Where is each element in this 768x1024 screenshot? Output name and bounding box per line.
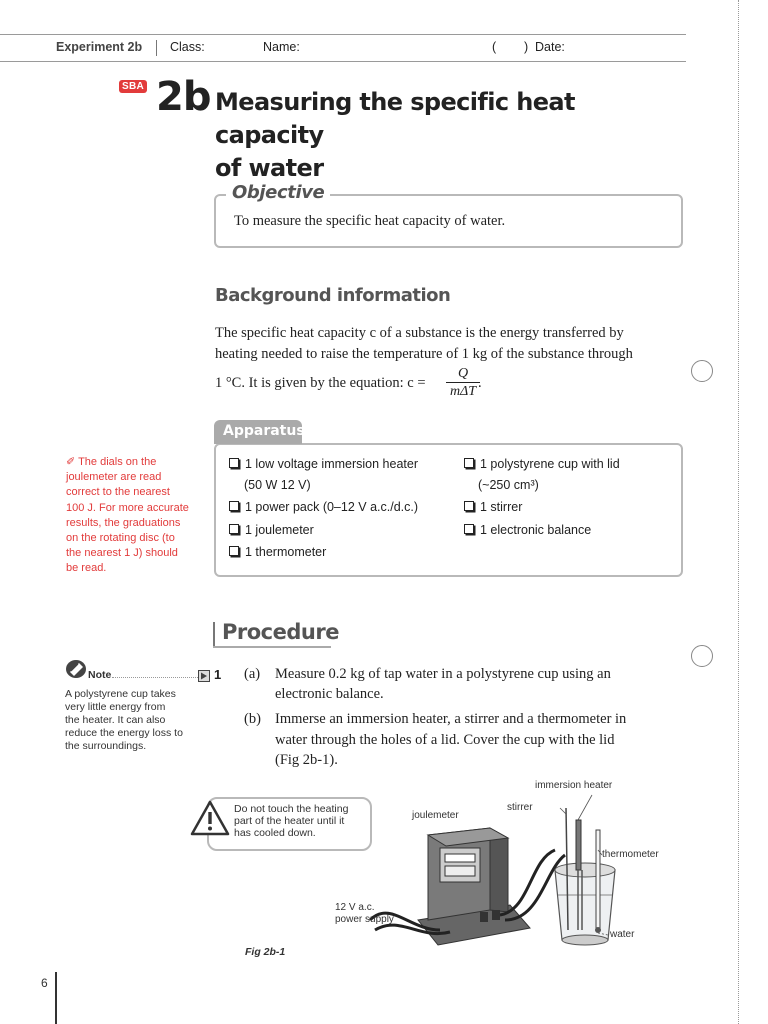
title-line-2: of water — [215, 154, 324, 182]
date-label: Date: — [535, 40, 565, 54]
cut-line — [738, 0, 739, 1024]
apparatus-item — [229, 457, 418, 471]
background-line-3: 1 °C. It is given by the equation: c = — [215, 375, 426, 391]
procedure-heading: Procedure — [222, 620, 339, 644]
procedure-underline — [213, 646, 331, 648]
step-a-line-2: electronic balance. — [275, 686, 384, 702]
margin-circle — [691, 360, 713, 382]
label-power-supply-2: power supply — [335, 914, 394, 925]
note-line: A polystyrene cup takes — [65, 688, 176, 700]
fraction-numerator: Q — [446, 366, 480, 383]
background-heading: Background information — [215, 285, 451, 306]
warning-line: has cooled down. — [234, 827, 316, 839]
apparatus-item-detail: (~250 cm³) — [478, 478, 539, 492]
note-icon — [65, 658, 89, 680]
apparatus-item — [464, 523, 591, 537]
title-line-1: Measuring the specific heat capacity — [215, 88, 575, 149]
figure-caption: Fig 2b-1 — [245, 946, 286, 958]
apparatus-item-label: 1 low voltage immersion heater — [245, 457, 418, 471]
apparatus-item — [229, 500, 418, 514]
page-number-rule — [55, 972, 57, 1024]
equation-period: . — [478, 375, 482, 391]
checkbox-icon — [229, 501, 239, 511]
page-number: 6 — [41, 976, 48, 990]
side-note-line: results, the graduations — [66, 516, 181, 529]
polystyrene-note — [65, 688, 183, 753]
experiment-label: Experiment 2b — [56, 40, 143, 54]
name-label: Name: — [263, 40, 300, 54]
step-b-line-2: water through the holes of a lid. Cover the cup with the lid — [275, 732, 615, 748]
page-title — [215, 86, 645, 185]
joulemeter-side-note — [66, 455, 189, 577]
class-label: Class: — [170, 40, 205, 54]
experiment-number: 2b — [156, 74, 211, 120]
step-a-label: (a) — [244, 666, 261, 682]
note-line: the surroundings. — [65, 740, 147, 752]
apparatus-item-label: 1 electronic balance — [480, 523, 592, 537]
label-stirrer: stirrer — [507, 802, 533, 813]
note-line: reduce the energy loss to — [65, 727, 183, 739]
label-water: water — [610, 929, 635, 940]
side-note-line: on the rotating disc (to — [66, 532, 175, 545]
note-line: the heater. It can also — [65, 714, 166, 726]
apparatus-item-detail: (50 W 12 V) — [244, 478, 311, 492]
checkbox-icon — [229, 458, 239, 468]
step-a-line-1: Measure 0.2 kg of tap water in a polystyrene cup using an — [275, 666, 611, 682]
apparatus-item — [229, 523, 314, 537]
step-number: 1 — [214, 667, 222, 682]
background-line-2: heating needed to raise the temperature of 1 kg of the substance through — [215, 346, 633, 362]
label-power-supply-1: 12 V a.c. — [335, 902, 375, 913]
note-line: very little energy from — [65, 701, 166, 713]
side-note-line: be read. — [66, 562, 107, 575]
step-b-line-3: (Fig 2b-1). — [275, 752, 338, 768]
number-brackets: ( ) — [492, 40, 529, 54]
note-label: Note — [88, 669, 112, 681]
checkbox-icon — [229, 546, 239, 556]
procedure-bar — [213, 622, 215, 648]
note-dotted-line — [112, 677, 198, 678]
objective-text: To measure the specific heat capacity of water. — [234, 213, 506, 229]
apparatus-item — [229, 545, 326, 559]
side-note-line: correct to the nearest — [66, 486, 170, 499]
equation-fraction — [446, 366, 480, 401]
side-note-line: joulemeter are read — [66, 471, 162, 484]
sba-badge: SBA — [119, 80, 147, 93]
side-note-line: the nearest 1 J) should — [66, 547, 178, 560]
warning-icon — [190, 800, 230, 836]
warning-line: Do not touch the heating — [234, 803, 349, 815]
checkbox-icon — [464, 458, 474, 468]
apparatus-item — [464, 457, 620, 471]
apparatus-item-label: 1 joulemeter — [245, 523, 314, 537]
label-thermometer: thermometer — [602, 849, 659, 860]
arrow-marker-icon — [198, 670, 210, 682]
step-b-label: (b) — [244, 711, 261, 727]
apparatus-item-label: 1 thermometer — [245, 545, 327, 559]
apparatus-item-label: 1 power pack (0–12 V a.c./d.c.) — [245, 500, 419, 514]
checkbox-icon — [464, 501, 474, 511]
label-joulemeter: joulemeter — [412, 810, 459, 821]
apparatus-tab-label: Apparatus — [223, 423, 305, 439]
checkbox-icon — [464, 524, 474, 534]
side-note-line: 100 J. For more accurate — [66, 501, 189, 514]
apparatus-item-label: 1 stirrer — [480, 500, 523, 514]
header-separator — [156, 40, 157, 56]
apparatus-item — [464, 500, 522, 514]
checkbox-icon — [229, 524, 239, 534]
margin-circle — [691, 645, 713, 667]
background-line-1: The specific heat capacity c of a substance is the energy transferred by — [215, 325, 624, 341]
apparatus-item-label: 1 polystyrene cup with lid — [480, 457, 620, 471]
label-immersion-heater: immersion heater — [535, 780, 613, 791]
warning-line: part of the heater until it — [234, 815, 345, 827]
fraction-denominator: mΔT — [449, 384, 477, 399]
step-b-line-1: Immerse an immersion heater, a stirrer and a thermometer in — [275, 711, 627, 727]
apparatus-tab — [214, 420, 305, 444]
objective-label: Objective — [226, 182, 330, 203]
side-note-line: ✐ The dials on the — [66, 456, 157, 468]
